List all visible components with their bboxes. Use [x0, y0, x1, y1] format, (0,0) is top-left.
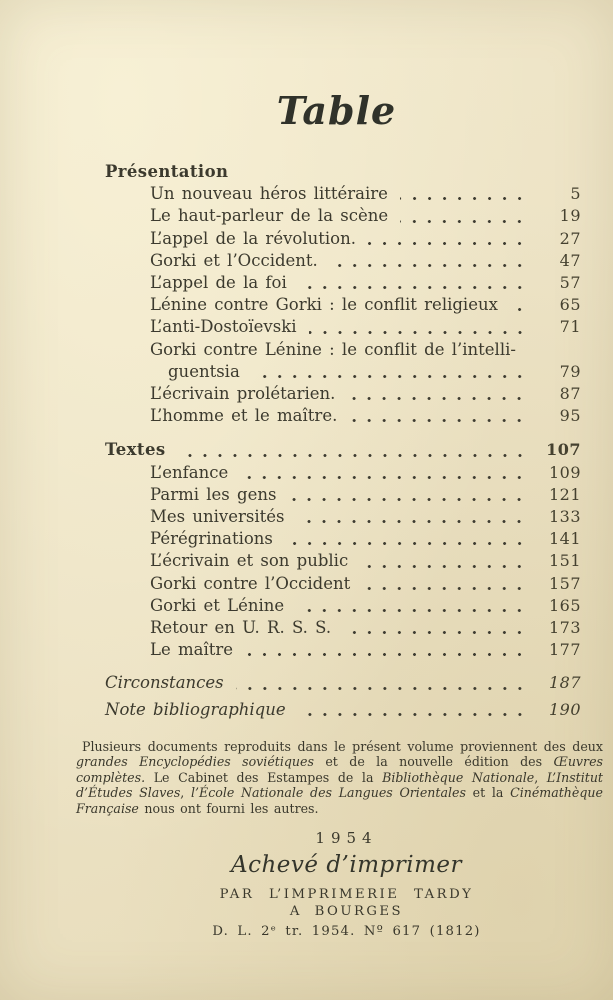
dot-leader [510, 307, 527, 312]
credits-note [76, 739, 603, 817]
toc-row [98, 161, 581, 183]
toc-entry-label: Circonstances [105, 673, 224, 693]
toc-row [98, 294, 581, 316]
credits-text-segment: Le Cabinet des Estampes de la [145, 769, 383, 785]
credits-italic-segment: l’École Nationale des Langues Orientales [191, 785, 466, 801]
colophon [80, 829, 613, 939]
dot-leader [288, 497, 527, 502]
toc-page-number: 173 [548, 618, 581, 638]
toc-row [98, 595, 581, 617]
toc-row [98, 316, 581, 338]
toc-row [98, 550, 581, 572]
page-title: Table [276, 88, 397, 133]
dot-leader [349, 418, 527, 423]
colophon-city: A BOURGES [289, 904, 404, 919]
toc-entry-label: Le haut-parleur de la scène [150, 206, 389, 226]
toc-entry-label: Mes universités [150, 507, 285, 527]
toc-row [98, 183, 581, 205]
toc-row [98, 573, 581, 595]
toc-entry-label: L’homme et le maître. [150, 406, 338, 426]
dot-leader [400, 196, 527, 201]
dot-leader [347, 396, 527, 401]
dot-leader [362, 586, 527, 591]
toc-entry-label: L’écrivain prolétarien. [150, 384, 336, 404]
colophon-printer: PAR L’IMPRIMERIE TARDY [219, 887, 474, 902]
toc-row [98, 228, 581, 250]
toc-row [98, 617, 581, 639]
dot-leader [400, 219, 527, 224]
credits-text-segment: nous ont fourni les autres. [138, 800, 319, 816]
toc-entry-label: guentsia [168, 361, 240, 381]
credits-italic-segment: Cinémathèque Française [76, 785, 603, 816]
toc-page-number: 27 [559, 228, 581, 248]
toc-row [98, 506, 581, 528]
toc-page-number: 79 [559, 361, 581, 381]
toc-entry-label: L’appel de la foi [150, 273, 287, 293]
toc-entry-label: Pérégrinations [150, 529, 273, 549]
toc-page-number: 187 [548, 673, 581, 693]
colophon-imprint: Achevé d’imprimer [230, 852, 463, 878]
toc-row [98, 699, 581, 721]
credits-text-segment: , [534, 769, 547, 785]
toc-page-number: 165 [548, 595, 581, 615]
dot-leader [240, 475, 527, 480]
toc-row [98, 250, 581, 272]
credits-italic-segment: L’Institut d’Études Slaves [76, 769, 603, 801]
toc-page-number: 71 [559, 317, 581, 337]
colophon-year: 1954 [315, 829, 378, 847]
dot-leader [299, 285, 527, 290]
toc-page-number: 109 [548, 462, 581, 482]
toc-row [98, 361, 581, 383]
toc-entry-label: L’enfance [150, 462, 229, 482]
dot-leader [296, 608, 527, 613]
toc-entry-label: Présentation [105, 162, 229, 181]
toc-row [98, 405, 581, 427]
toc-page-number: 47 [559, 250, 581, 270]
toc-page-number: 5 [570, 184, 581, 204]
toc-page-number: 177 [548, 640, 581, 660]
dot-leader [330, 263, 527, 268]
toc-entry-label: Gorki contre l’Occident [150, 573, 351, 593]
toc-page-number: 157 [548, 573, 581, 593]
toc-page-number: 65 [559, 295, 581, 315]
toc-page-number: 19 [559, 206, 581, 226]
toc-entry-label: Gorki et Lénine [150, 595, 285, 615]
toc-entry-label: Retour en U. R. S. S. [150, 618, 332, 638]
toc-entry-label: Un nouveau héros littéraire [150, 184, 388, 204]
dot-leader [296, 519, 527, 524]
credits-italic-segment: grandes Encyclopédies soviétiques [76, 754, 314, 770]
toc-row [98, 339, 581, 361]
dot-leader [309, 330, 528, 335]
toc-page-number: 95 [559, 406, 581, 426]
toc-row [98, 639, 581, 661]
table-of-contents [98, 161, 581, 721]
toc-row [98, 439, 581, 461]
toc-entry-label: Note bibliographique [105, 699, 286, 719]
toc-page-number: 57 [559, 273, 581, 293]
toc-page-number: 121 [548, 484, 581, 504]
toc-entry-label: L’anti-Dostoïevski [150, 317, 297, 337]
toc-entry-label: Lénine contre Gorki : le conflit religieux [150, 295, 498, 315]
credits-text-segment: Plusieurs documents reproduits dans le présent volume proviennent des deux [82, 738, 603, 754]
dot-leader [236, 686, 527, 691]
toc-page-number: 151 [548, 551, 581, 571]
dot-leader [245, 652, 527, 657]
toc-row [98, 528, 581, 550]
toc-entry-label: L’appel de la révolution. [150, 228, 356, 248]
toc-page-number: 190 [548, 699, 581, 719]
toc-row [98, 383, 581, 405]
toc-row [98, 205, 581, 227]
toc-entry-label: Textes [105, 440, 166, 460]
toc-row [98, 484, 581, 506]
dot-leader [178, 453, 527, 458]
toc-row [98, 462, 581, 484]
toc-entry-label: Le maître [150, 640, 234, 660]
dot-leader [368, 241, 527, 246]
toc-page-number: 87 [559, 384, 581, 404]
toc-entry-label: Parmi les gens [150, 484, 277, 504]
credits-text-segment: et de la nouvelle édition des [313, 754, 554, 770]
toc-row [98, 272, 581, 294]
dot-leader [360, 564, 527, 569]
toc-page-number: 107 [546, 440, 581, 460]
toc-entry-label: L’écrivain et son public [150, 551, 349, 571]
toc-row [98, 672, 581, 694]
dot-leader [298, 712, 527, 717]
credits-text-segment: , [180, 785, 191, 801]
dot-leader [343, 630, 527, 635]
dot-leader [252, 374, 527, 379]
credits-italic-segment: Bibliothèque Nationale [382, 769, 535, 785]
toc-entry-label: Gorki contre Lénine : le conflit de l’intelli- [150, 339, 516, 359]
credits-text-segment: et la [465, 785, 511, 801]
toc-entry-label: Gorki et l’Occident. [150, 250, 318, 270]
toc-page-number: 141 [548, 529, 581, 549]
credits-italic-segment: Œuvres complètes. [76, 754, 603, 785]
toc-page-number: 133 [548, 507, 581, 527]
colophon-legal: D. L. 2ᵉ tr. 1954. Nº 617 (1812) [212, 924, 481, 939]
dot-leader [285, 541, 527, 546]
